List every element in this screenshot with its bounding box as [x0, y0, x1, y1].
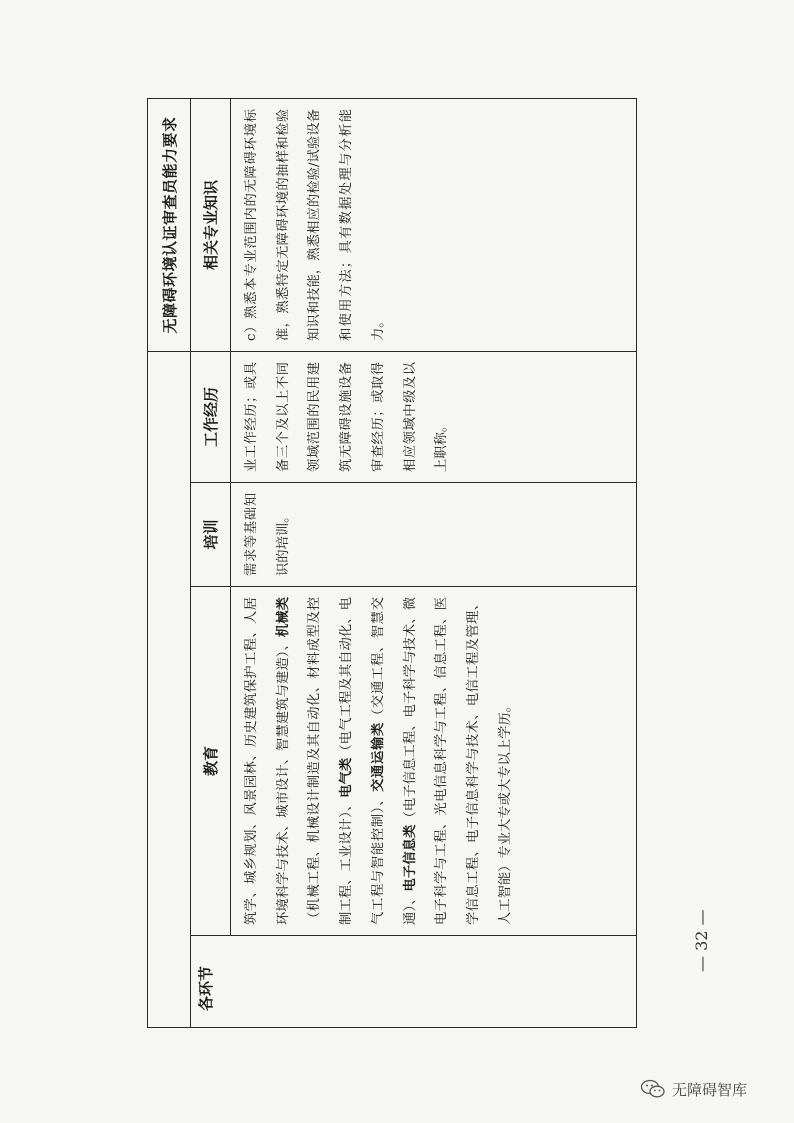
rotated-table-wrapper — [147, 98, 637, 1028]
education-major-electronics: 电子信息类 — [402, 824, 418, 892]
education-text-1: 筑学、城乡规划、风景园林、历史建筑保护工程、人居环境科学与技术、城市设计、智慧建筑与建造）、 — [244, 597, 291, 925]
education-text-5: （电子信息工程、电子科学与技术、微电子科学与工程、光电信息科学与工程、信息工程、医学信息工程、电子信息科学与技术、电信工程及管理、人工智能）专业大专或大专以上学历。 — [402, 596, 513, 925]
page-number: — 32 — — [692, 909, 711, 972]
education-major-electrical: 电气类 — [339, 757, 355, 798]
watermark-text: 无障碍智库 — [672, 1080, 748, 1099]
table-caption-blank — [148, 351, 191, 1027]
header-training: 培训 — [191, 482, 231, 586]
table-title: 无障碍环境认证审查员能力要求 — [148, 99, 191, 351]
watermark — [640, 1076, 747, 1102]
education-major-mechanical: 机械类 — [275, 597, 291, 638]
header-knowledge: 相关专业知识 — [191, 99, 231, 351]
education-text-3: （电气工程及其自动化、电气工程与智能控制）、 — [339, 596, 386, 925]
requirements-table — [147, 98, 637, 1028]
education-cell — [231, 586, 636, 935]
education-text-4: （交通工程、智慧交通）、 — [370, 596, 418, 925]
header-education: 教育 — [191, 586, 231, 935]
work-cell: 业工作经历；或具备三个及以上不同领域范围的民用建筑无障碍设施设备审查经历；或取得相应领域中级及以上职称。 — [231, 351, 636, 482]
knowledge-cell: c）熟悉本专业范围内的无障碍环境标准，熟悉特定无障碍环境的抽样和检验知识和技能，熟悉相应的检验/试验设备和使用方法；具有数据处理与分析能力。 — [244, 109, 386, 341]
training-cell: 需求等基础知识的培训。 — [231, 482, 636, 586]
wechat-icon — [640, 1079, 666, 1099]
education-text-2: （机械工程、机械设计制造及其自动化、材料成型及控制工程、工业设计）、 — [307, 597, 355, 925]
stage-label: 各环节 — [197, 965, 215, 1011]
stage-column — [191, 935, 636, 1027]
education-major-transport: 交通运输类 — [370, 722, 386, 792]
header-work: 工作经历 — [191, 351, 231, 482]
